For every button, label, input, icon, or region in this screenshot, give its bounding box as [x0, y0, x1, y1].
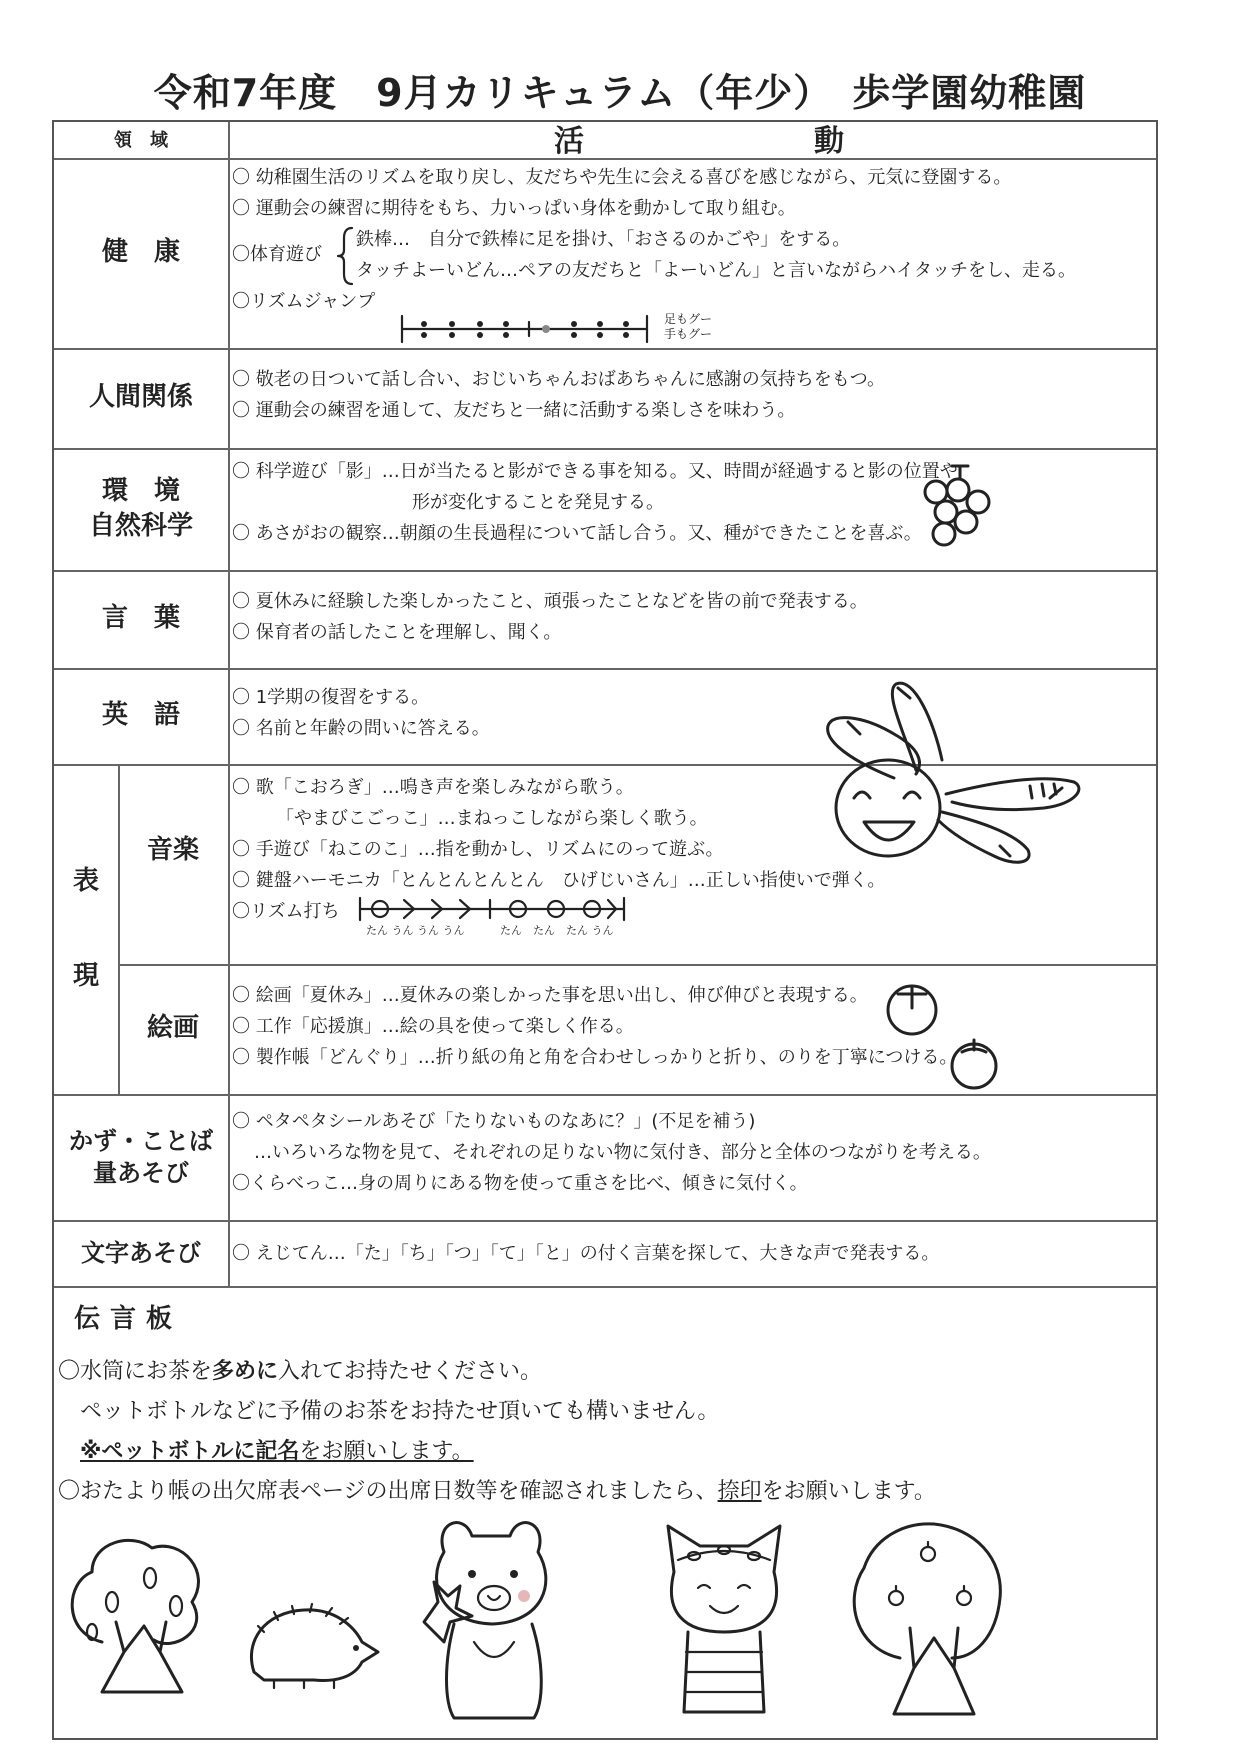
cat-with-crown-icon — [644, 1512, 804, 1722]
art-line-2: 〇 工作「応援旗」…絵の具を使って楽しく作る。 — [232, 1016, 634, 1037]
health-line-6: 〇リズムジャンプ — [232, 291, 376, 312]
numbers-line-2: …いろいろな物を見て、それぞれの足りない物に気付き、部分と全体のつながりを考える。 — [254, 1142, 991, 1163]
category-numbers: かず・ことば 量あそび — [69, 1126, 213, 1187]
health-line-2: 〇 運動会の練習に期待をもち、力いっぱい身体を動かして取り組む。 — [232, 198, 796, 219]
english-line-2: 〇 名前と年齢の問いに答える。 — [232, 718, 490, 739]
curriculum-table — [52, 120, 1158, 1740]
board-note-4: 〇おたより帳の出欠席表ページの出席日数等を確認されましたら、捺印をお願いします。 — [58, 1479, 936, 1504]
art-activities — [232, 980, 957, 1073]
art-line-3: 〇 製作帳「どんぐり」…折り紙の角と角を合わせしっかりと折り、のりを丁寧につける。 — [232, 1047, 958, 1068]
hedgehog-icon — [244, 1592, 384, 1692]
category-english: 英 語 — [101, 700, 180, 731]
relations-line-2: 〇 運動会の練習を通して、友だちと一緒に活動する楽しさを味わう。 — [232, 400, 796, 421]
art-line-1: 〇 絵画「夏休み」…夏休みの楽しかった事を思い出し、伸び伸びと表現する。 — [232, 985, 868, 1006]
board-note-1: 〇水筒にお茶を多めに入れてお持たせください。 — [58, 1359, 543, 1384]
category-art: 絵画 — [146, 1013, 199, 1044]
relations-activities — [232, 364, 885, 426]
board-note-2: ペットボトルなどに予備のお茶をお持たせ頂いても構いません。 — [80, 1399, 720, 1424]
numbers-line-1: 〇 ペタペタシールあそび「たりないものなあに？」(不足を補う) — [232, 1111, 756, 1132]
category-environment: 環 境 自然科学 — [88, 475, 193, 541]
message-board-title: 伝言板 — [74, 1304, 183, 1334]
apple-icon — [944, 1032, 1004, 1092]
jump-notes — [664, 312, 712, 342]
activity-header-right: 動 — [814, 124, 844, 159]
music-line-2: 「やまびこごっこ」…まねっこしながら楽しく歌う。 — [276, 808, 708, 829]
environment-activities — [232, 456, 958, 549]
category-health: 健 康 — [101, 237, 180, 268]
relations-line-1: 〇 敬老の日ついて話し合い、おじいちゃんおばあちゃんに感謝の気持ちをもつ。 — [232, 369, 885, 390]
numbers-line-3: 〇くらべっこ…身の周りにある物を使って重さを比べ、傾きに気付く。 — [232, 1173, 808, 1194]
category-expression: 表 現 — [72, 865, 99, 991]
health-activities — [232, 162, 1076, 317]
rhythm-label-2: たん たん たん うん — [500, 924, 614, 937]
health-line-5: タッチよーいどん…ペアの友だちと「よーいどん」と言いながらハイタッチをし、走る。 — [356, 260, 1076, 281]
environment-line-3: 〇 あさがおの観察…朝顔の生長過程について話し合う。又、種ができたことを喜ぶ。 — [232, 523, 922, 544]
music-line-3: 〇 手遊び「ねこのこ」…指を動かし、リズムにのって遊ぶ。 — [232, 839, 724, 860]
category-letters: 文字あそび — [81, 1238, 201, 1267]
apple-tree-icon — [844, 1518, 1014, 1728]
board-note-3: ※ペットボトルに記名をお願いします。 — [80, 1439, 474, 1464]
health-line-3: 〇体育遊び — [232, 244, 322, 265]
page-title: 令和7年度 9月カリキュラム（年少） 歩学園幼稚園 — [153, 71, 1087, 115]
music-line-5: 〇リズム打ち — [232, 901, 340, 922]
language-line-2: 〇 保育者の話したことを理解し、聞く。 — [232, 622, 562, 643]
music-line-1: 〇 歌「こおろぎ」…鳴き声を楽しみながら歌う。 — [232, 777, 634, 798]
language-line-1: 〇 夏休みに経験した楽しかったこと、頑張ったことなどを皆の前で発表する。 — [232, 591, 868, 612]
numbers-activities — [232, 1106, 991, 1199]
activity-header-left: 活 — [554, 124, 584, 159]
grapes-icon — [916, 462, 1006, 552]
bracket-icon — [338, 226, 354, 286]
jump-note-hands: 手もグー — [664, 327, 713, 341]
letters-activities — [232, 1238, 939, 1269]
category-relations: 人間関係 — [88, 382, 193, 413]
category-music: 音楽 — [146, 835, 199, 866]
music-line-4: 〇 鍵盤ハーモニカ「とんとんとんとん ひげじいさん」…正しい指使いで弾く。 — [232, 870, 886, 891]
environment-line-2: 形が変化することを発見する。 — [412, 492, 664, 513]
tree-with-leaves-icon — [62, 1522, 212, 1702]
rhythm-label-1: たん うん うん うん — [366, 924, 465, 937]
english-line-1: 〇 1学期の復習をする。 — [232, 687, 430, 708]
jump-note-feet: 足もグー — [664, 312, 713, 326]
environment-line-1: 〇 科学遊び「影」…日が当たると影ができる事を知る。又、時間が経過すると影の位置や — [232, 461, 958, 482]
domain-header: 領 域 — [114, 130, 168, 151]
english-activities — [232, 682, 490, 744]
category-language: 言 葉 — [101, 603, 180, 634]
letters-line-1: 〇 えじてん…「た」「ち」「つ」「て」「と」の付く言葉を探して、大きな声で発表する。 — [232, 1243, 940, 1264]
bear-with-leaf-icon — [414, 1512, 574, 1722]
rhythm-jump-pattern — [402, 314, 672, 344]
rhythm-clap-pattern — [360, 896, 630, 922]
health-line-4: 鉄棒… 自分で鉄棒に足を掛け、「おさるのかごや」をする。 — [356, 229, 851, 250]
health-line-1: 〇 幼稚園生活のリズムを取り戻し、友だちや先生に会える喜びを感じながら、元気に登園する。 — [232, 167, 1012, 188]
persimmon-icon — [884, 978, 944, 1038]
language-activities — [232, 586, 868, 648]
